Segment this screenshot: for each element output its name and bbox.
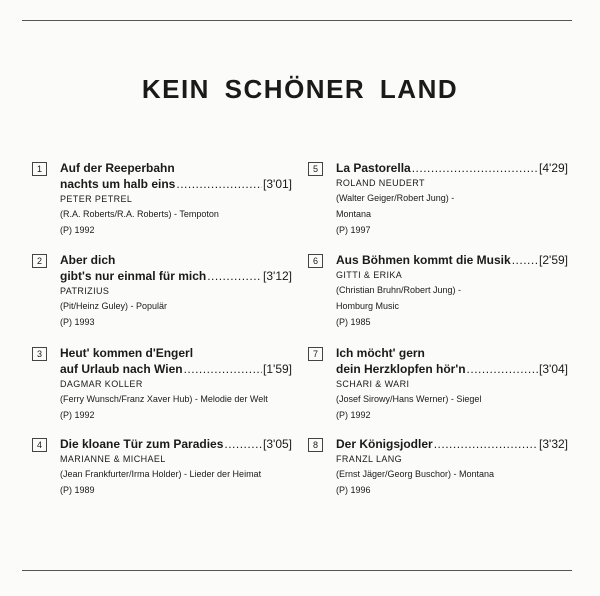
track-publication: (P) 1996 — [336, 485, 371, 495]
track-artist: FRANZL LANG — [336, 454, 403, 464]
track-publication: (P) 1992 — [60, 225, 95, 235]
track-7 — [312, 345, 568, 423]
track-title-line-2: nachts um halb eins ..... [3'01] — [60, 176, 292, 192]
track-artist: ROLAND NEUDERT — [336, 178, 425, 188]
track-title-line-1: Aber dich — [60, 253, 116, 267]
track-number: 6 — [308, 254, 323, 268]
track-credits: (Pit/Heinz Guley) - Populär — [60, 301, 168, 311]
track-artist: DAGMAR KOLLER — [60, 379, 143, 389]
track-6 — [312, 252, 568, 330]
track-credits: (Jean Frankfurter/Irma Holder) - Lieder der Heimat — [60, 469, 262, 479]
track-publication: (P) 1992 — [336, 410, 371, 420]
top-rule — [22, 20, 572, 21]
track-credits: (Ernst Jäger/Georg Buschor) - Montana — [336, 469, 495, 479]
track-title-line-2: gibt's nur einmal für mich ..... [3'12] — [60, 268, 292, 284]
track-credits: (Ferry Wunsch/Franz Xaver Hub) - Melodie der Welt — [60, 394, 268, 404]
track-number: 2 — [32, 254, 47, 268]
track-number: 8 — [308, 438, 323, 452]
track-duration: [3'01] — [263, 177, 292, 191]
track-4 — [36, 436, 292, 498]
track-8 — [312, 436, 568, 498]
track-title-line-1: Heut' kommen d'Engerl — [60, 346, 194, 360]
track-credits: (R.A. Roberts/R.A. Roberts) - Tempoton — [60, 209, 219, 219]
track-publication: (P) 1993 — [60, 317, 95, 327]
track-credits-continued: Montana — [336, 209, 372, 219]
track-artist: PATRIZIUS — [60, 286, 110, 296]
track-number: 5 — [308, 162, 323, 176]
track-title-line-2: Der Königsjodler ..... [3'32] — [336, 436, 568, 452]
track-artist: MARIANNE & MICHAEL — [60, 454, 166, 464]
track-title-line-2: auf Urlaub nach Wien ..... [1'59] — [60, 361, 292, 377]
track-title-line-2: Aus Böhmen kommt die Musik ..... [2'59] — [336, 252, 568, 268]
track-title-line-2: dein Herzklopfen hör'n ..... [3'04] — [336, 361, 568, 377]
track-number: 7 — [308, 347, 323, 361]
track-credits: (Walter Geiger/Robert Jung) - — [336, 193, 455, 203]
track-publication: (P) 1989 — [60, 485, 95, 495]
track-2 — [36, 252, 292, 330]
track-title-line-2: La Pastorella ..... [4'29] — [336, 160, 568, 176]
track-duration: [1'59] — [263, 362, 292, 376]
track-credits-continued: Homburg Music — [336, 301, 400, 311]
track-title-line-1: Ich möcht' gern — [336, 346, 425, 360]
track-artist: GITTI & ERIKA — [336, 270, 403, 280]
track-credits: (Josef Sirowy/Hans Werner) - Siegel — [336, 394, 482, 404]
track-number: 1 — [32, 162, 47, 176]
track-publication: (P) 1997 — [336, 225, 371, 235]
track-3 — [36, 345, 292, 423]
track-artist: PETER PETREL — [60, 194, 133, 204]
track-title-line-1: Auf der Reeperbahn — [60, 161, 175, 175]
track-duration: [3'12] — [263, 269, 292, 283]
track-duration: [2'59] — [539, 253, 568, 267]
track-duration: [3'32] — [539, 437, 568, 451]
track-5 — [312, 160, 568, 238]
track-title-line-2: Die kloane Tür zum Paradies ..... [3'05] — [60, 436, 292, 452]
track-artist: SCHARI & WARI — [336, 379, 410, 389]
album-title: KEIN SCHÖNER LAND — [141, 74, 459, 104]
track-publication: (P) 1985 — [336, 317, 371, 327]
track-credits: (Christian Bruhn/Robert Jung) - — [336, 285, 462, 295]
track-1 — [36, 160, 292, 238]
track-publication: (P) 1992 — [60, 410, 95, 420]
track-number: 4 — [32, 438, 47, 452]
track-duration: [3'05] — [263, 437, 292, 451]
track-duration: [4'29] — [539, 161, 568, 175]
track-duration: [3'04] — [539, 362, 568, 376]
track-number: 3 — [32, 347, 47, 361]
bottom-rule — [22, 570, 572, 571]
